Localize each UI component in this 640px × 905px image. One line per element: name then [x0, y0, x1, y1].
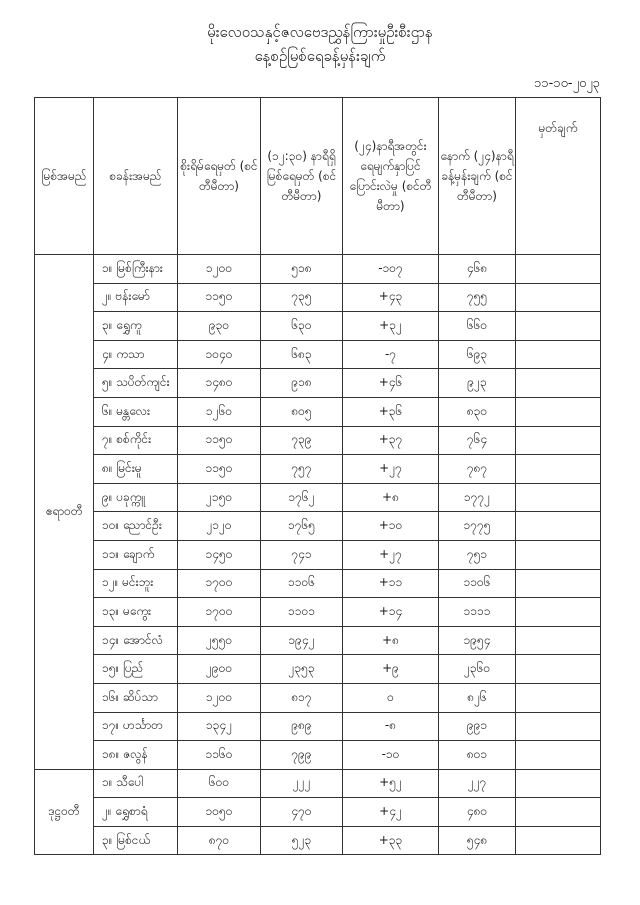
- danger-level: ၁၁၅၀: [178, 426, 261, 455]
- forecast-level: ၇၅၁: [439, 540, 516, 569]
- station-name: ၁၅။ ပြည်: [94, 655, 178, 684]
- forecast-level: ၉၉၁: [439, 712, 516, 741]
- remark: [516, 455, 601, 484]
- station-name: ၆။ မန္တလေး: [94, 397, 178, 426]
- header-danger-level: စိုးရိမ်ရေမှတ် (စင်တီမီတာ): [178, 98, 261, 255]
- forecast-level: ၄၈၀: [439, 798, 516, 827]
- table-row: [35, 483, 601, 512]
- level-change: -၁၀: [343, 741, 439, 770]
- station-name: ၁၃။ မကွေး: [94, 598, 178, 627]
- level-change: -၁၀၇: [343, 255, 439, 284]
- table-row: [35, 712, 601, 741]
- danger-level: ၁၇၀၀: [178, 598, 261, 627]
- remark: [516, 655, 601, 684]
- table-row: [35, 626, 601, 655]
- station-name: ၁၆။ ဆိပ်သာ: [94, 683, 178, 712]
- report-date: ၁၁-၁၀-၂၀၂၃: [533, 76, 600, 91]
- remark: [516, 369, 601, 398]
- station-name: ၉။ ပခုက္ကူ: [94, 483, 178, 512]
- table-row: [35, 312, 601, 341]
- forecast-level: ၈၀၁: [439, 741, 516, 770]
- current-level: ၁၉၄၂: [261, 626, 343, 655]
- table-row: [35, 455, 601, 484]
- forecast-level: ၁၇၇၂: [439, 483, 516, 512]
- river-name: ဧရာဝတီ: [35, 255, 94, 770]
- danger-level: ၂၉၀၀: [178, 655, 261, 684]
- table-row: [35, 569, 601, 598]
- document-title: မိုးလေဝသနှင့်ဇလဗေဒညွှန်ကြားမှုဦးစီးဌာန: [207, 23, 433, 41]
- current-level: ၁၇၆၅: [261, 512, 343, 541]
- current-level: ၈၁၇: [261, 683, 343, 712]
- current-level: ၁၇၆၂: [261, 483, 343, 512]
- remark: [516, 626, 601, 655]
- station-name: ၁။ သီပေါ: [94, 769, 178, 798]
- remark: [516, 397, 601, 426]
- current-level: ၉၈၉: [261, 712, 343, 741]
- current-level: ၉၁၈: [261, 369, 343, 398]
- table-row: [35, 826, 601, 855]
- station-name: ၄။ ကသာ: [94, 340, 178, 369]
- forecast-level: ၁၁၁၁: [439, 598, 516, 627]
- station-name: ၁။ မြစ်ကြီးနား: [94, 255, 178, 284]
- remark: [516, 826, 601, 855]
- station-name: ၁၈။ ဇလွန်: [94, 741, 178, 770]
- level-change: +၃၇: [343, 426, 439, 455]
- level-change: +၉: [343, 655, 439, 684]
- header-river: မြစ်အမည်: [35, 98, 94, 255]
- river-level-table: [34, 97, 601, 855]
- station-name: ၃။ ရွှေကူ: [94, 312, 178, 341]
- forecast-level: ၉၂၃: [439, 369, 516, 398]
- level-change: +၁၄: [343, 598, 439, 627]
- remark: [516, 426, 601, 455]
- danger-level: ၁၄၈၀: [178, 369, 261, 398]
- remark: [516, 769, 601, 798]
- current-level: ၇၄၁: [261, 540, 343, 569]
- danger-level: ၆၀၀: [178, 769, 261, 798]
- station-name: ၅။ သပိတ်ကျင်း: [94, 369, 178, 398]
- danger-level: ၂၅၅၀: [178, 626, 261, 655]
- forecast-level: ၁၁၀၆: [439, 569, 516, 598]
- level-change: +၄၆: [343, 369, 439, 398]
- station-name: ၁၀။ ညောင်ဦး: [94, 512, 178, 541]
- forecast-level: ၇၆၄: [439, 426, 516, 455]
- table-row: [35, 540, 601, 569]
- forecast-level: ၈၃၀: [439, 397, 516, 426]
- remark: [516, 312, 601, 341]
- remark: [516, 683, 601, 712]
- forecast-level: ၂၃၆၀: [439, 655, 516, 684]
- current-level: ၂၂၂: [261, 769, 343, 798]
- station-name: ၁၇။ ဟင်္သာတ: [94, 712, 178, 741]
- table-row: [35, 683, 601, 712]
- table-row: [35, 598, 601, 627]
- station-name: ၂။ ရွှေစာရံ: [94, 798, 178, 827]
- current-level: ၇၉၉: [261, 741, 343, 770]
- header-forecast: နောက် (၂၄)နာရီ ခန့်မှန်းချက် (စင်တီမီတာ): [439, 98, 516, 255]
- remark: [516, 340, 601, 369]
- current-level: ၆၈၃: [261, 340, 343, 369]
- current-level: ၇၃၅: [261, 283, 343, 312]
- current-level: ၅၂၃: [261, 826, 343, 855]
- header-remarks: မှတ်ချက်: [516, 98, 601, 255]
- danger-level: ၁၁၆၀: [178, 741, 261, 770]
- danger-level: ၁၁၅၀: [178, 455, 261, 484]
- current-level: ၈၀၅: [261, 397, 343, 426]
- remark: [516, 598, 601, 627]
- level-change: +၃၂: [343, 312, 439, 341]
- current-level: ၄၇၀: [261, 798, 343, 827]
- table-row: [35, 741, 601, 770]
- level-change: +၂၇: [343, 455, 439, 484]
- level-change: +၁၀: [343, 512, 439, 541]
- table-row: [35, 426, 601, 455]
- remark: [516, 283, 601, 312]
- remark: [516, 712, 601, 741]
- station-name: ၁၂။ မင်းဘူး: [94, 569, 178, 598]
- danger-level: ၁၃၄၂: [178, 712, 261, 741]
- danger-level: ၁၂၆၀: [178, 397, 261, 426]
- forecast-level: ၆၉၃: [439, 340, 516, 369]
- table-header-row: [35, 98, 601, 255]
- remark: [516, 569, 601, 598]
- level-change: ၀: [343, 683, 439, 712]
- station-name: ၈။ မြင်းမူ: [94, 455, 178, 484]
- level-change: +၃၆: [343, 397, 439, 426]
- danger-level: ၁၂၀၀: [178, 255, 261, 284]
- level-change: +၁၁: [343, 569, 439, 598]
- table-row: [35, 255, 601, 284]
- header-station: စခန်းအမည်: [94, 98, 178, 255]
- station-name: ၃။ မြစ်ငယ်: [94, 826, 178, 855]
- header-current-level: (၁၂:၃၀) နာရီရှိ မြစ်ရေမှတ် (စင်တီမီတာ): [261, 98, 343, 255]
- danger-level: ၁၀၅၀: [178, 798, 261, 827]
- level-change: +၄၃: [343, 283, 439, 312]
- level-change: +၄၂: [343, 798, 439, 827]
- station-name: ၇။ စစ်ကိုင်း: [94, 426, 178, 455]
- forecast-level: ၄၆၈: [439, 255, 516, 284]
- danger-level: ၁၇၀၀: [178, 569, 261, 598]
- current-level: ၁၁၀၁: [261, 598, 343, 627]
- forecast-level: ၅၄၈: [439, 826, 516, 855]
- danger-level: ၂၁၅၀: [178, 483, 261, 512]
- current-level: ၇၅၇: [261, 455, 343, 484]
- level-change: -၇: [343, 340, 439, 369]
- forecast-level: ၁၉၅၄: [439, 626, 516, 655]
- danger-level: ၉၃၀: [178, 312, 261, 341]
- table-row: [35, 655, 601, 684]
- level-change: +၂၇: [343, 540, 439, 569]
- remark: [516, 741, 601, 770]
- forecast-level: ၇၅၅: [439, 283, 516, 312]
- table-row: [35, 769, 601, 798]
- station-name: ၁၄။ အောင်လံ: [94, 626, 178, 655]
- current-level: ၂၃၅၃: [261, 655, 343, 684]
- level-change: +၈: [343, 626, 439, 655]
- station-name: ၂။ ဗန်းမော်: [94, 283, 178, 312]
- table-row: [35, 798, 601, 827]
- table-row: [35, 397, 601, 426]
- current-level: ၆၃၀: [261, 312, 343, 341]
- table-row: [35, 369, 601, 398]
- danger-level: ၁၂၀၀: [178, 683, 261, 712]
- header-24h-change: (၂၄)နာရီအတွင်း ရေမျက်နှာပြင် ပြောင်းလဲမှု (စင်တီမီတာ): [343, 98, 439, 255]
- remark: [516, 483, 601, 512]
- current-level: ၅၁၈: [261, 255, 343, 284]
- level-change: +၅၂: [343, 769, 439, 798]
- remark: [516, 255, 601, 284]
- danger-level: ၁၄၅၀: [178, 540, 261, 569]
- remark: [516, 798, 601, 827]
- forecast-level: ၆၆၀: [439, 312, 516, 341]
- level-change: +၈: [343, 483, 439, 512]
- station-name: ၁၁။ ချောက်: [94, 540, 178, 569]
- table-row: [35, 512, 601, 541]
- forecast-level: ၇၈၇: [439, 455, 516, 484]
- level-change: +၃၃: [343, 826, 439, 855]
- danger-level: ၂၁၂၀: [178, 512, 261, 541]
- forecast-level: ၁၇၇၅: [439, 512, 516, 541]
- danger-level: ၁၀၄၀: [178, 340, 261, 369]
- current-level: ၁၁၀၆: [261, 569, 343, 598]
- forecast-level: ၂၂၇: [439, 769, 516, 798]
- forecast-level: ၈၂၆: [439, 683, 516, 712]
- current-level: ၇၃၉: [261, 426, 343, 455]
- remark: [516, 512, 601, 541]
- remark: [516, 540, 601, 569]
- danger-level: ၁၁၅၀: [178, 283, 261, 312]
- table-row: [35, 283, 601, 312]
- river-name: ဒုဋ္ဌဝတီ: [35, 769, 94, 855]
- table-row: [35, 340, 601, 369]
- document-subtitle: နေ့စဉ်မြစ်ရေခန့်မှန်းချက်: [254, 47, 386, 65]
- level-change: -၈: [343, 712, 439, 741]
- danger-level: ၈၇၀: [178, 826, 261, 855]
